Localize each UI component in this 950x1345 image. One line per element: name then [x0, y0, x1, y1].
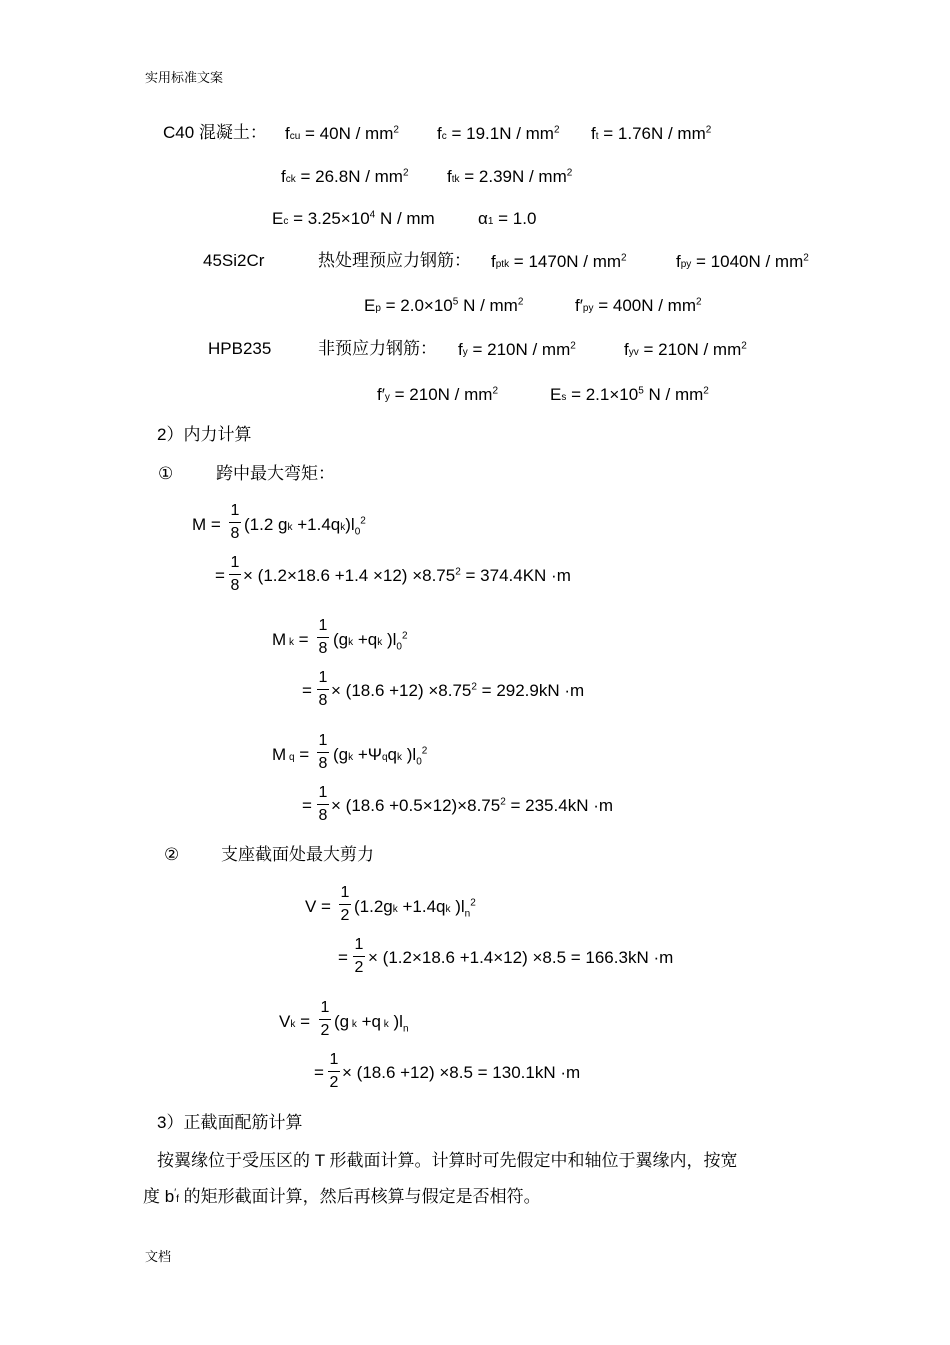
mk2-frac-num: 1	[318, 669, 328, 686]
vk-frac-bar	[319, 1019, 331, 1020]
mk-frac-bar	[317, 637, 329, 638]
m2-frac-bar	[229, 574, 241, 575]
vk2-frac-den: 2	[329, 1074, 339, 1091]
section3-heading: 3）正截面配筋计算	[157, 1113, 303, 1132]
mq-value: × $(18.6 +0.5\times 12)\times 8.75^2 = 235.4kN \cdot m$	[331, 796, 614, 815]
steel45-desc: 热处理预应力钢筋：	[318, 251, 471, 270]
vk-value: × (18.6 +12) ×8.5 = 130.1kN ·m	[342, 1063, 581, 1082]
vk2-frac-num: 1	[329, 1051, 339, 1068]
mk-value: × $(18.6 +12) \times 8.75^2 = 292.9kN \cdot m$	[331, 681, 585, 700]
m-frac-den: 8	[230, 525, 240, 542]
v-frac-den: 2	[340, 907, 350, 924]
mk-frac-den: 8	[318, 640, 328, 657]
v-expr: (1.2gk +1.4qk )$l_n^2$	[354, 897, 476, 920]
mq-eq: =	[302, 796, 312, 815]
mk-expr: (gk +qk )$l_0^2$	[333, 630, 408, 653]
item1-title: 跨中最大弯矩：	[216, 464, 335, 483]
m-symbol: M =	[192, 515, 221, 534]
mq2-frac-den: 8	[318, 807, 328, 824]
mk-frac-num: 1	[318, 617, 328, 634]
m2-frac-den: 8	[230, 577, 240, 594]
hpb235-desc: 非预应力钢筋：	[318, 339, 437, 358]
ft-formula: ft = $1.76N / mm^2$	[591, 124, 712, 143]
mk2-frac-den: 8	[318, 692, 328, 709]
item2-title: 支座截面处最大剪力	[221, 845, 374, 864]
mq-frac-den: 8	[318, 755, 328, 772]
m-frac-num: 1	[230, 502, 240, 519]
mk-eq: =	[302, 681, 312, 700]
section3-para-line2: 度 b′f 的矩形截面计算，然后再核算与假定是否相符。	[143, 1187, 541, 1206]
v-value: × (1.2×18.6 +1.4×12) ×8.5 = 166.3kN ·m	[368, 948, 674, 967]
fck-formula: fck = $26.8N / mm^2$	[281, 167, 409, 186]
vk-frac-num: 1	[320, 999, 330, 1016]
mq-frac-num: 1	[318, 732, 328, 749]
m-eq: =	[215, 566, 225, 585]
v-frac-num: 1	[340, 884, 350, 901]
v-frac-bar	[339, 904, 351, 905]
section2-heading: 2）内力计算	[157, 425, 252, 444]
v2-frac-num: 1	[354, 936, 364, 953]
page-footer: 文档	[145, 1249, 172, 1264]
mk2-frac-bar	[317, 689, 329, 690]
m2-frac-num: 1	[230, 554, 240, 571]
fy-formula: fy = $210N / mm^2$	[458, 340, 576, 359]
mq-symbol: M q =	[272, 745, 310, 764]
item1-marker: ①	[158, 464, 174, 483]
mq-frac-bar	[317, 752, 329, 753]
ep-formula: $Ep = 2.0\times 10^5$ N / $mm^2$	[364, 296, 524, 315]
vk2-frac-bar	[328, 1071, 340, 1072]
fc-formula: fc = $19.1N / mm^2$	[437, 124, 560, 143]
mq2-frac-num: 1	[318, 784, 328, 801]
c40-label: C40 混凝土：	[163, 123, 267, 142]
section3-para-line1: 按翼缘位于受压区的 T 形截面计算。计算时可先假定中和轴位于翼缘内，按宽	[157, 1151, 738, 1170]
fcu-formula: fcu = $40N / mm^2$	[285, 124, 399, 143]
fptk-formula: fptk = $1470N / mm^2$	[491, 252, 627, 271]
v-symbol: V =	[305, 897, 331, 916]
mq2-frac-bar	[317, 804, 329, 805]
fpy-formula: fpy = $1040N / mm^2$	[676, 252, 809, 271]
vk-symbol: Vk =	[279, 1012, 310, 1031]
alpha1-formula: α1 = 1.0	[478, 209, 537, 228]
v2-frac-bar	[353, 956, 365, 957]
fpy-prime-formula: $f'py = 400N / mm^2$	[575, 296, 702, 315]
ec-formula: $Ec = 3.25\times 10^4$ N / mm	[272, 209, 435, 228]
fyv-formula: fyv = $210N / mm^2$	[624, 340, 747, 359]
steel45-grade: 45Si2Cr	[203, 251, 265, 270]
vk-expr: (g k +q k )$l_n$	[334, 1012, 409, 1035]
fy-prime-formula: $f'y = 210N / mm^2$	[377, 385, 498, 404]
ftk-formula: ftk = $2.39N / mm^2$	[447, 167, 573, 186]
item2-marker: ②	[164, 845, 180, 864]
m-frac-bar	[229, 522, 241, 523]
page-header: 实用标准文案	[145, 70, 224, 85]
m-value: × $(1.2\times 18.6 +1.4 \times 12) \times 8.75^2 = 374.4KN \cdot m$	[243, 566, 571, 585]
es-formula: $Es = 2.1\times 10^5$ N / $mm^2$	[550, 385, 709, 404]
vk-frac-den: 2	[320, 1022, 330, 1039]
v2-frac-den: 2	[354, 959, 364, 976]
mq-expr: (gk +Ψqqk )$l_0^2$	[333, 745, 428, 768]
vk-eq: =	[314, 1063, 324, 1082]
hpb235-grade: HPB235	[208, 339, 272, 358]
mk-symbol: M k =	[272, 630, 309, 649]
v-eq: =	[338, 948, 348, 967]
m-expr: (1.2 gk $+1.4qk)l_0^2$	[244, 515, 366, 538]
